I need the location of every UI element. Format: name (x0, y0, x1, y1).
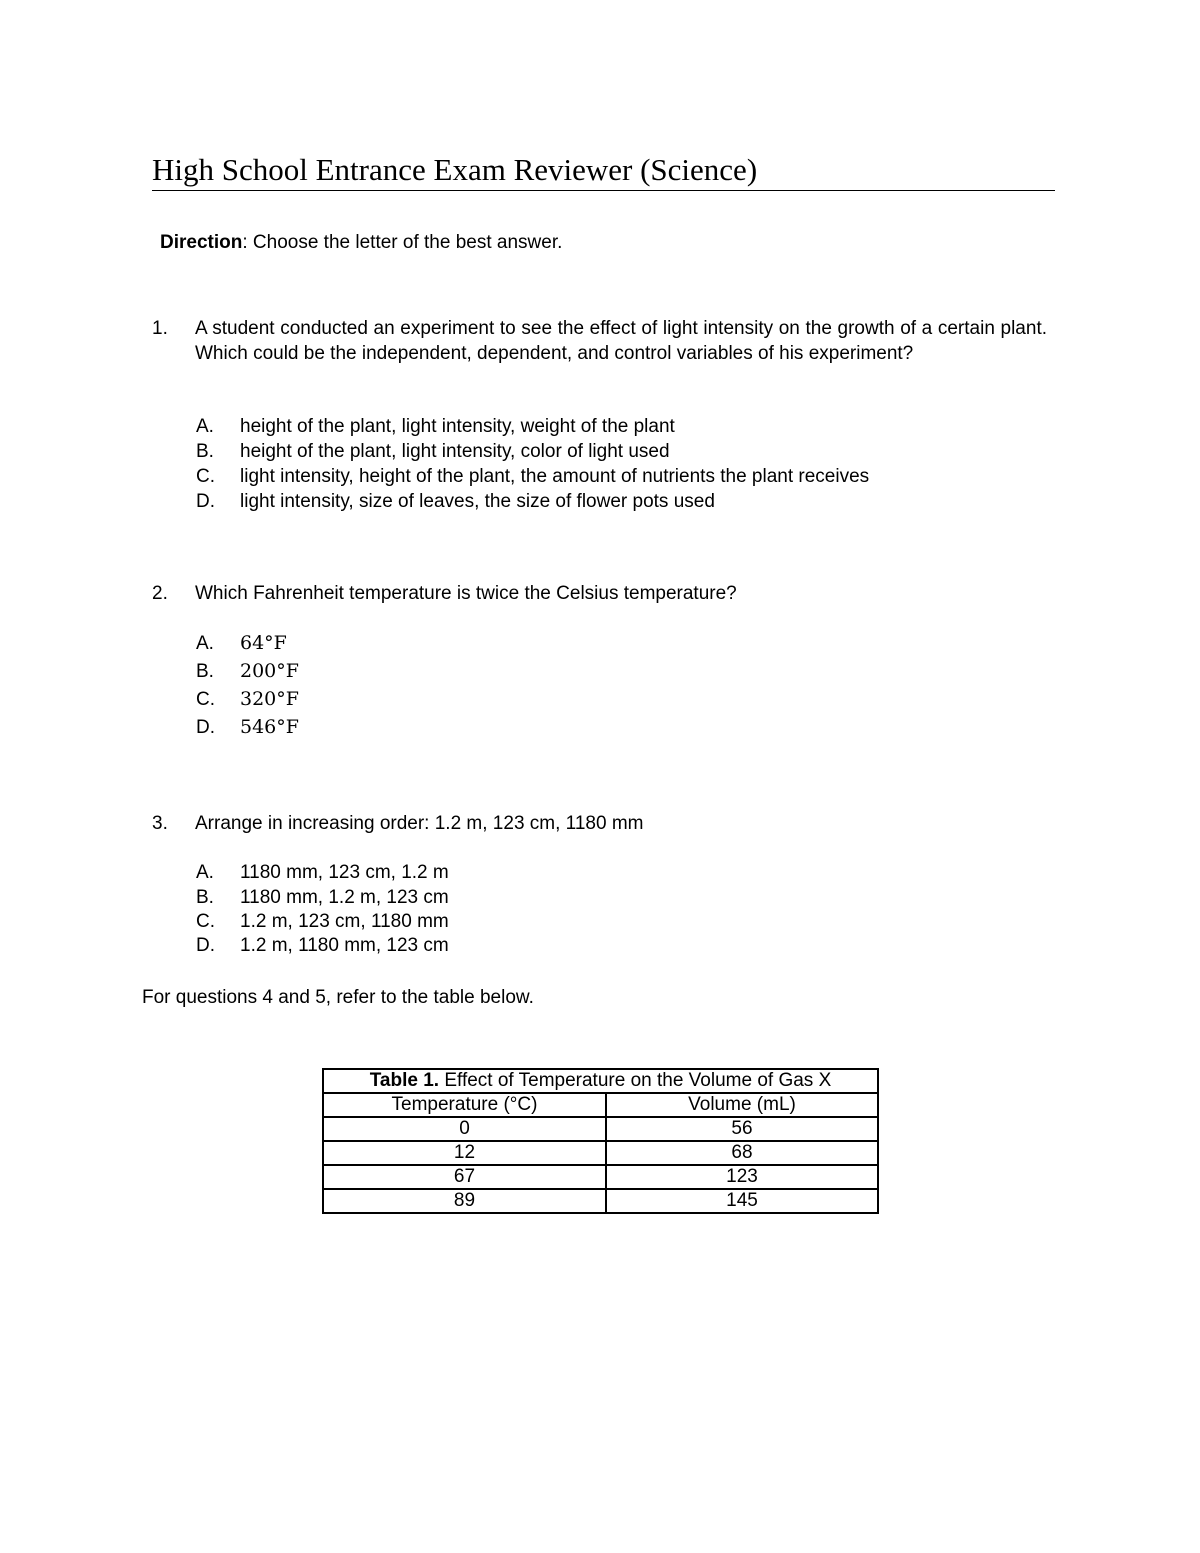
question-text: A student conducted an experiment to see the effect of light intensity on the growth of a certain plant. Which could be the independent, dependent, and control variables of his experiment? (195, 318, 1047, 364)
table-row (323, 1117, 878, 1141)
option-letter: B. (196, 441, 214, 462)
option-letter: B. (196, 887, 214, 908)
question-3-option-a (196, 860, 449, 885)
table-row (323, 1165, 878, 1189)
table-caption-row (323, 1069, 878, 1093)
table-cell: 12 (323, 1141, 606, 1165)
option-text: 320°F (240, 688, 299, 710)
table-cell: 56 (606, 1117, 878, 1141)
question-2-option-b (196, 659, 299, 684)
option-text: light intensity, size of leaves, the size of flower pots used (240, 491, 715, 512)
option-text: 64°F (240, 632, 287, 654)
table-caption-text: Effect of Temperature on the Volume of Gas X (439, 1070, 832, 1091)
question-3 (152, 811, 1047, 836)
question-1-option-b (196, 439, 670, 464)
option-letter: D. (196, 935, 215, 956)
table-cell: 145 (606, 1189, 878, 1213)
question-text: Which Fahrenheit temperature is twice the Celsius temperature? (195, 583, 737, 604)
page-title: High School Entrance Exam Reviewer (Science) (152, 152, 758, 187)
option-text: 200°F (240, 660, 299, 682)
question-2 (152, 581, 1047, 606)
direction-text: : Choose the letter of the best answer. (242, 232, 563, 253)
table-row (323, 1141, 878, 1165)
question-2-option-a (196, 631, 287, 656)
option-text: 1180 mm, 123 cm, 1.2 m (240, 862, 449, 883)
option-letter: C. (196, 911, 215, 932)
option-letter: C. (196, 466, 215, 487)
title-divider (152, 190, 1055, 191)
direction-line (160, 231, 562, 255)
table-header-row (323, 1093, 878, 1117)
question-2-option-c (196, 687, 299, 712)
option-letter: D. (196, 717, 215, 738)
table-cell: 68 (606, 1141, 878, 1165)
table-cell: 0 (323, 1117, 606, 1141)
question-1-option-d (196, 489, 715, 514)
option-text: 1.2 m, 1180 mm, 123 cm (240, 935, 449, 956)
option-letter: C. (196, 689, 215, 710)
question-number: 3. (152, 813, 168, 834)
question-number: 1. (152, 318, 168, 339)
question-3-option-c (196, 909, 449, 934)
data-table (322, 1068, 879, 1214)
option-text: 1.2 m, 123 cm, 1180 mm (240, 911, 449, 932)
question-1-option-a (196, 414, 675, 439)
question-number: 2. (152, 583, 168, 604)
table-cell: 89 (323, 1189, 606, 1213)
option-text: 1180 mm, 1.2 m, 123 cm (240, 887, 449, 908)
option-text: light intensity, height of the plant, the amount of nutrients the plant receives (240, 466, 870, 487)
table-header-cell: Volume (mL) (606, 1093, 878, 1117)
table-caption-label: Table 1. (369, 1070, 440, 1091)
option-letter: A. (196, 633, 214, 654)
question-2-option-d (196, 715, 299, 740)
option-letter: A. (196, 416, 214, 437)
table-caption (323, 1069, 878, 1093)
table-reference-note: For questions 4 and 5, refer to the table below. (142, 987, 534, 1008)
question-3-option-b (196, 885, 449, 910)
table-header-cell: Temperature (°C) (323, 1093, 606, 1117)
option-letter: D. (196, 491, 215, 512)
table-cell: 123 (606, 1165, 878, 1189)
question-1 (152, 316, 1047, 366)
option-text: height of the plant, light intensity, color of light used (240, 441, 670, 462)
table-cell: 67 (323, 1165, 606, 1189)
table-row (323, 1189, 878, 1213)
option-text: 546°F (240, 716, 299, 738)
question-1-option-c (196, 464, 869, 489)
question-text: Arrange in increasing order: 1.2 m, 123 cm, 1180 mm (195, 813, 644, 834)
option-text: height of the plant, light intensity, weight of the plant (240, 416, 675, 437)
question-3-option-d (196, 933, 449, 958)
direction-label: Direction (160, 232, 243, 253)
option-letter: A. (196, 862, 214, 883)
option-letter: B. (196, 661, 214, 682)
